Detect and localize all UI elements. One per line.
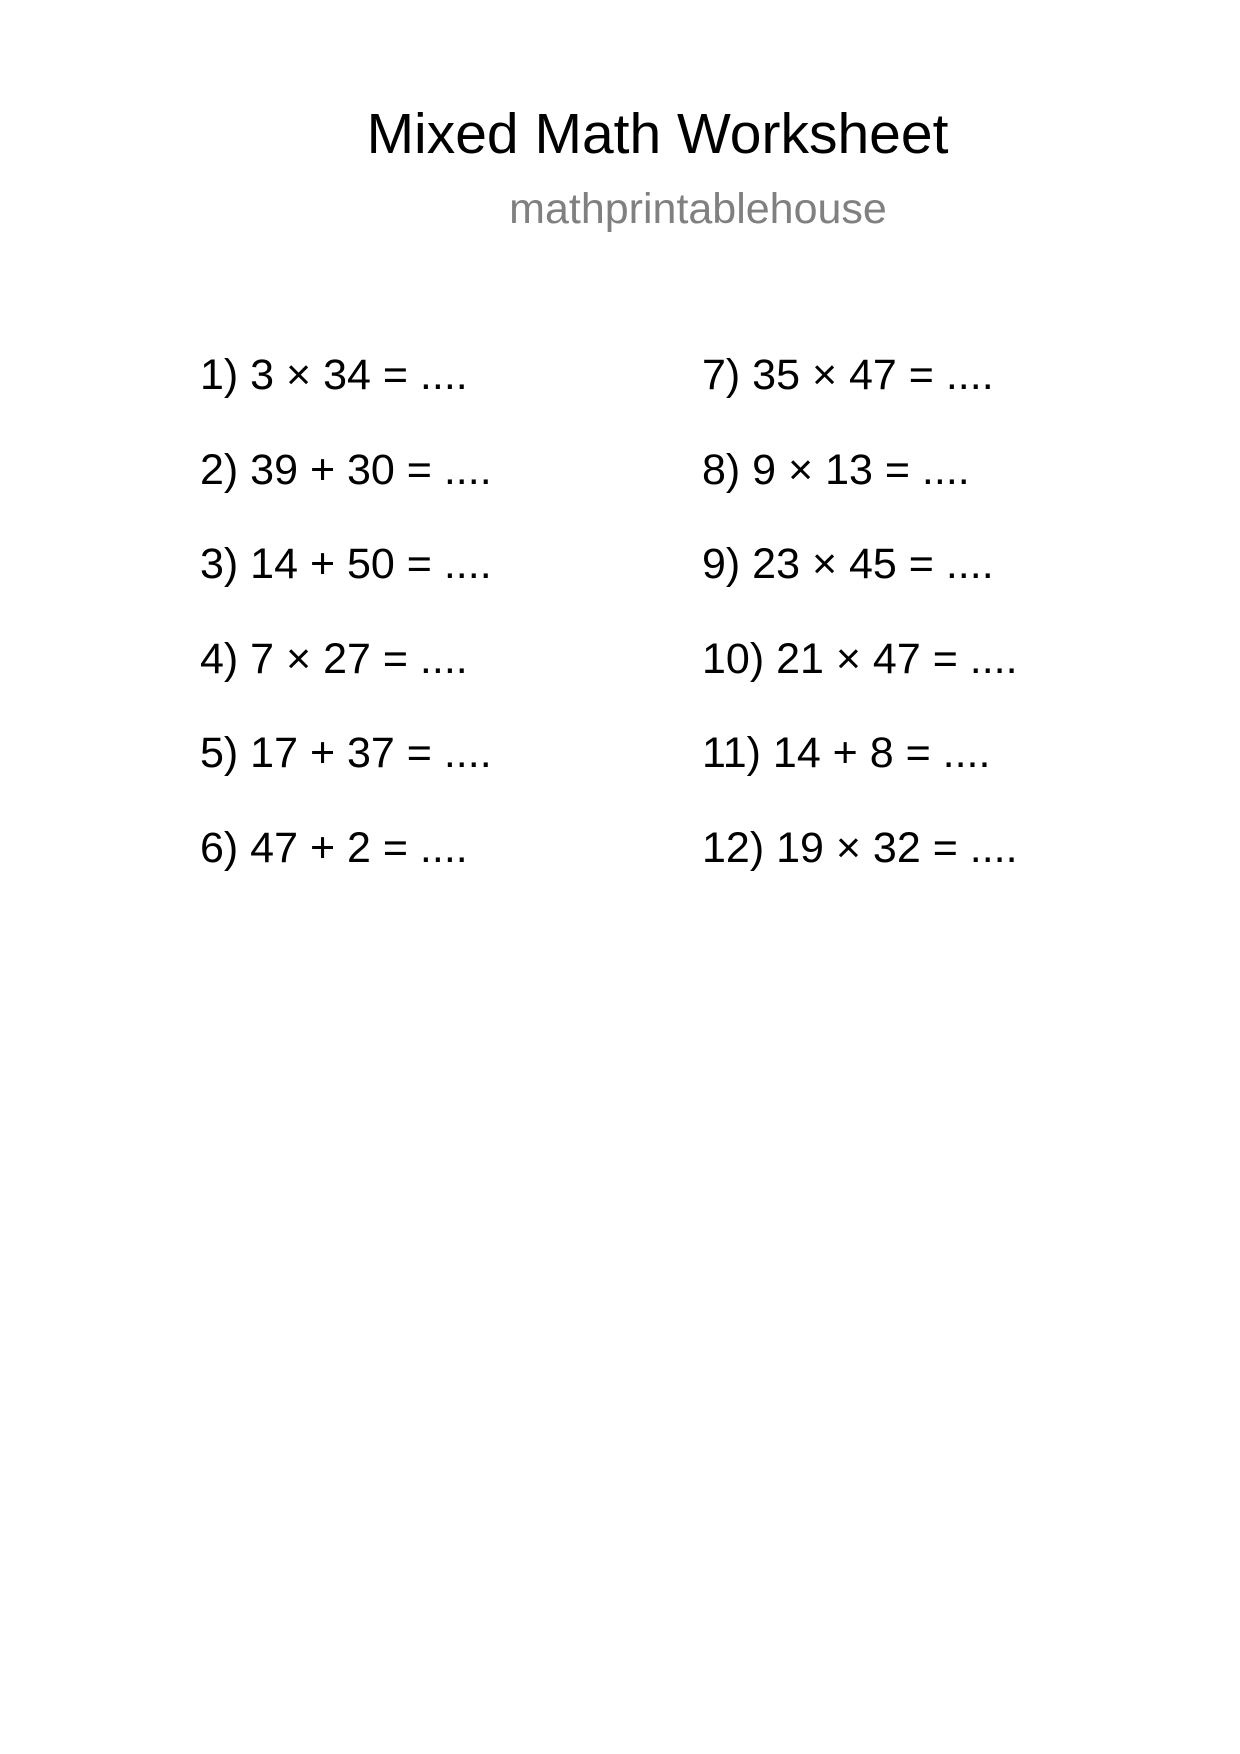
problem-column-right <box>702 348 1018 915</box>
problem-item: 8) 9 × 13 = .... <box>702 445 970 494</box>
problem-item: 9) 23 × 45 = .... <box>702 540 994 588</box>
problem-item: 2) 39 + 30 = .... <box>200 445 492 494</box>
problem-item: 6) 47 + 2 = .... <box>200 823 468 872</box>
worksheet-subtitle: mathprintablehouse <box>509 185 887 233</box>
problem-item: 12) 19 × 32 = .... <box>702 823 1018 872</box>
problem-column-left <box>200 348 492 915</box>
problem-item: 5) 17 + 37 = .... <box>200 729 492 777</box>
worksheet-title: Mixed Math Worksheet <box>366 102 949 166</box>
problem-item: 1) 3 × 34 = .... <box>200 351 468 399</box>
problem-item: 3) 14 + 50 = .... <box>200 540 492 588</box>
problem-item: 10) 21 × 47 = .... <box>702 634 1018 683</box>
problem-list <box>200 348 1160 888</box>
problem-item: 7) 35 × 47 = .... <box>702 351 994 399</box>
problem-item: 11) 14 + 8 = .... <box>702 729 991 777</box>
problem-item: 4) 7 × 27 = .... <box>200 634 468 683</box>
